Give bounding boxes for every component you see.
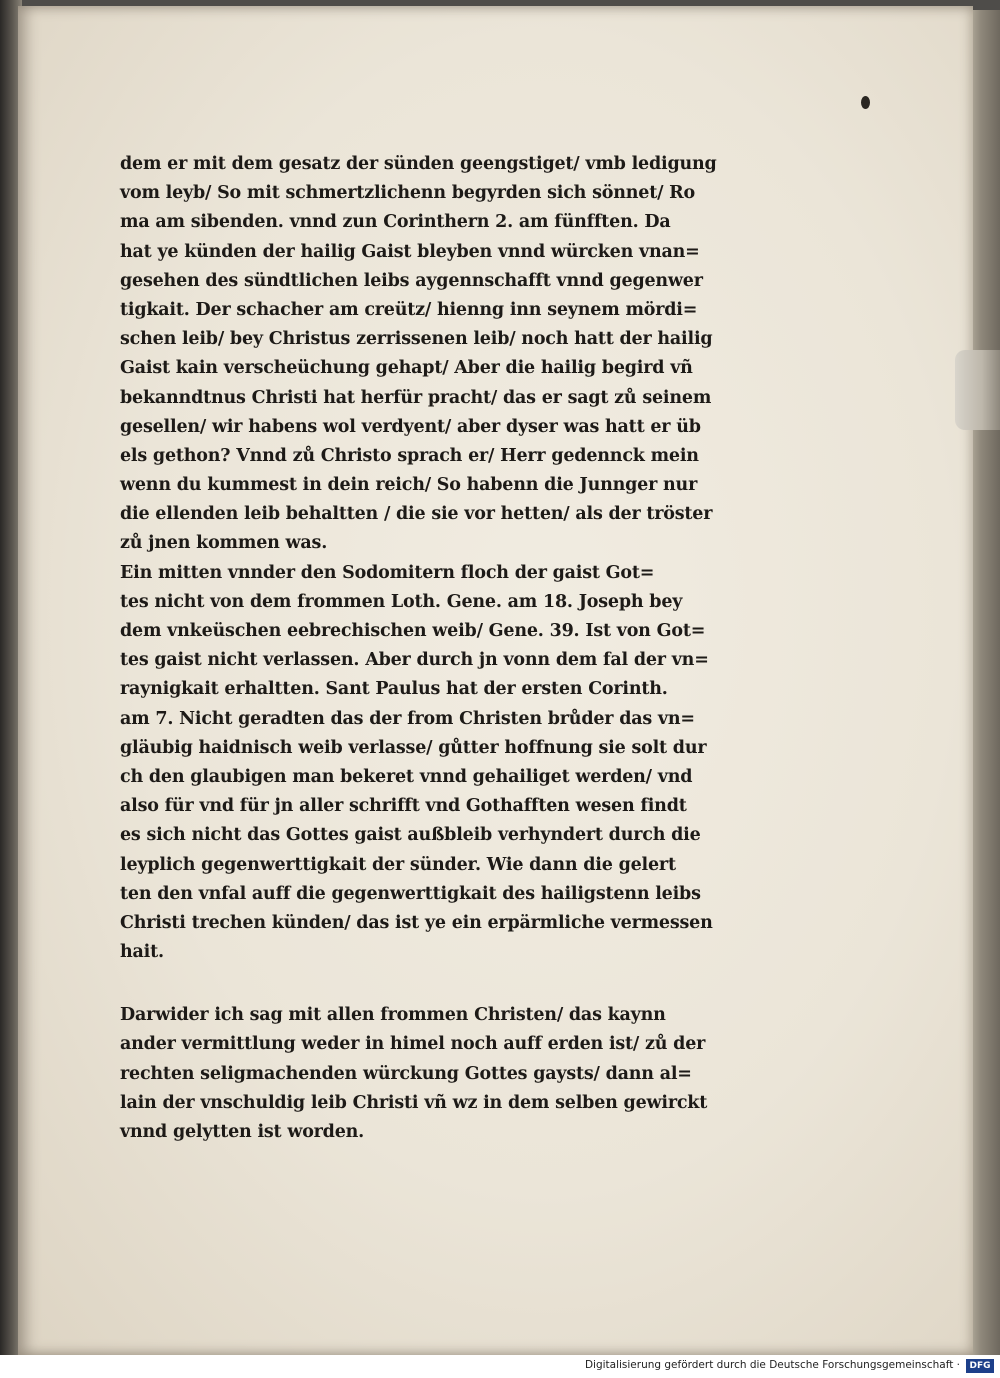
text-line: lain der vnschuldig leib Christi vñ wz in dem selben gewirckt xyxy=(120,1092,708,1113)
text-line: rechten seligmachenden würckung Gottes gaysts/ dann al= xyxy=(120,1063,692,1084)
text-line: els gethon? Vnnd zů Christo sprach er/ Herr gedennck mein xyxy=(120,445,699,466)
paragraph-1 xyxy=(120,150,820,559)
text-line: schen leib/ bey Christus zerrissenen leib/ noch hatt der hailig xyxy=(120,329,713,350)
funding-credit: Digitalisierung gefördert durch die Deutsche Forschungsgemeinschaft · xyxy=(584,1359,960,1371)
text-line: ten den vnfal auff die gegenwerttigkait des hailigstenn leibs xyxy=(120,883,701,904)
text-line: gläubig haidnisch weib verlasse/ gůtter hoffnung sie solt dur xyxy=(120,737,707,758)
text-line: leyplich gegenwerttigkait der sünder. Wie dann die gelert xyxy=(120,854,676,875)
text-line: vom leyb/ So mit schmertzlichenn begyrden sich sönnet/ Ro xyxy=(120,183,695,204)
text-line: also für vnd für jn aller schrifft vnd Gothafften wesen findt xyxy=(120,796,687,817)
paragraph-gap xyxy=(120,967,820,1001)
text-line: ander vermittlung weder in himel noch auff erden ist/ zů der xyxy=(120,1034,706,1055)
text-line: ma am sibenden. vnnd zun Corinthern 2. am fünfften. Da xyxy=(120,212,671,233)
text-line: Christi trechen künden/ das ist ye ein erpärmliche vermessen xyxy=(120,912,713,933)
paragraph-3 xyxy=(120,1001,820,1147)
text-line: dem vnkeüschen eebrechischen weib/ Gene. 39. Ist von Got= xyxy=(120,621,706,641)
page-text-block xyxy=(120,150,820,1147)
text-line: die ellenden leib behaltten / die sie vor hetten/ als der tröster xyxy=(120,504,713,525)
text-line: gesehen des sündtlichen leibs aygennschafft vnnd gegenwer xyxy=(120,270,703,291)
text-line: zů jnen kommen was. xyxy=(120,533,328,554)
text-line: bekanndtnus Christi hat herfür pracht/ das er sagt zů seinem xyxy=(120,387,712,408)
text-line: hait. xyxy=(120,942,164,963)
text-line: am 7. Nicht geradten das der from Christen brůder das vn= xyxy=(120,708,695,729)
text-line: Ein mitten vnnder den Sodomitern floch der gaist Got= xyxy=(120,562,655,583)
ink-blot xyxy=(861,96,870,109)
paragraph-2 xyxy=(120,559,820,968)
text-line: tes gaist nicht verlassen. Aber durch jn vonn dem fal der vn= xyxy=(120,650,709,671)
digitization-footer xyxy=(0,1355,1000,1378)
text-line: raynigkait erhaltten. Sant Paulus hat der ersten Corinth. xyxy=(120,679,668,700)
text-line: Gaist kain verscheüchung gehapt/ Aber die hailig begird vñ xyxy=(120,358,693,379)
text-line: vnnd gelytten ist worden. xyxy=(120,1122,365,1142)
text-line: tigkait. Der schacher am creütz/ hienng inn seynem mördi= xyxy=(120,299,698,320)
text-line: tes nicht von dem frommen Loth. Gene. am 18. Joseph bey xyxy=(120,591,683,612)
text-line: dem er mit dem gesatz der sünden geengstiget/ vmb ledigung xyxy=(120,154,717,174)
text-line: wenn du kummest in dein reich/ So habenn die Junnger nur xyxy=(120,475,698,496)
text-line: gesellen/ wir habens wol verdyent/ aber dyser was hatt er üb xyxy=(120,416,701,437)
text-line: Darwider ich sag mit allen frommen Christen/ das kaynn xyxy=(120,1005,666,1026)
text-line: ch den glaubigen man bekeret vnnd gehailiget werden/ vnd xyxy=(120,766,693,787)
text-line: es sich nicht das Gottes gaist außbleib verhyndert durch die xyxy=(120,825,701,846)
book-clasp xyxy=(955,350,1000,430)
dfg-logo: DFG xyxy=(966,1359,994,1373)
text-line: hat ye künden der hailig Gaist bleyben vnnd würcken vnan= xyxy=(120,241,700,262)
